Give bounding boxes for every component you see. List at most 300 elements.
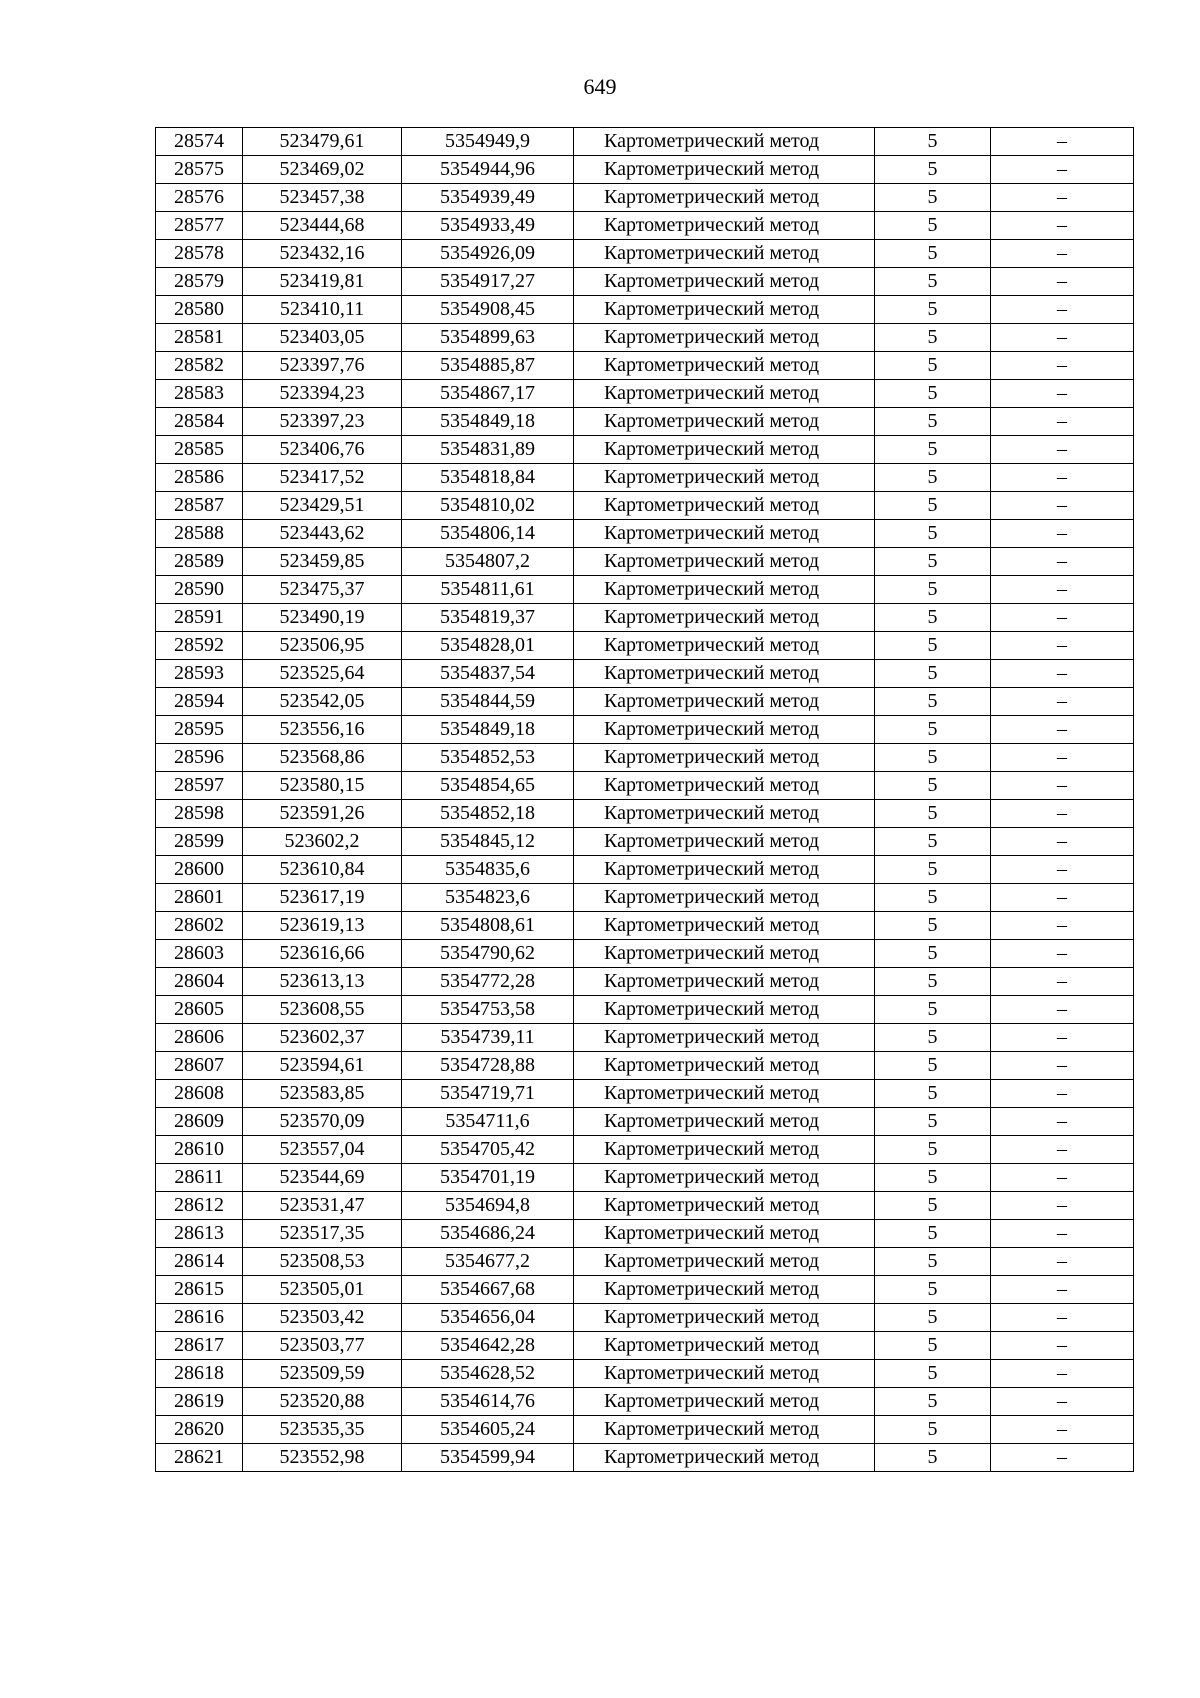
note-cell: – bbox=[991, 688, 1134, 716]
note-cell: – bbox=[991, 548, 1134, 576]
method-cell: Картометрический метод bbox=[574, 324, 875, 352]
note-cell: – bbox=[991, 492, 1134, 520]
accuracy-cell: 5 bbox=[875, 1304, 991, 1332]
note-cell: – bbox=[991, 1052, 1134, 1080]
note-cell: – bbox=[991, 996, 1134, 1024]
table-row bbox=[156, 940, 1134, 968]
x-coordinate-cell: 523617,19 bbox=[243, 884, 402, 912]
method-cell: Картометрический метод bbox=[574, 632, 875, 660]
accuracy-cell: 5 bbox=[875, 1248, 991, 1276]
method-cell: Картометрический метод bbox=[574, 1248, 875, 1276]
accuracy-cell: 5 bbox=[875, 576, 991, 604]
method-cell: Картометрический метод bbox=[574, 1276, 875, 1304]
method-cell: Картометрический метод bbox=[574, 212, 875, 240]
accuracy-cell: 5 bbox=[875, 828, 991, 856]
x-coordinate-cell: 523397,23 bbox=[243, 408, 402, 436]
x-coordinate-cell: 523610,84 bbox=[243, 856, 402, 884]
y-coordinate-cell: 5354949,9 bbox=[402, 128, 574, 156]
method-cell: Картометрический метод bbox=[574, 744, 875, 772]
note-cell: – bbox=[991, 1136, 1134, 1164]
y-coordinate-cell: 5354642,28 bbox=[402, 1332, 574, 1360]
accuracy-cell: 5 bbox=[875, 1220, 991, 1248]
method-cell: Картометрический метод bbox=[574, 352, 875, 380]
note-cell: – bbox=[991, 1416, 1134, 1444]
point-number-cell: 28574 bbox=[156, 128, 243, 156]
y-coordinate-cell: 5354933,49 bbox=[402, 212, 574, 240]
y-coordinate-cell: 5354845,12 bbox=[402, 828, 574, 856]
y-coordinate-cell: 5354852,53 bbox=[402, 744, 574, 772]
method-cell: Картометрический метод bbox=[574, 884, 875, 912]
table-row bbox=[156, 1332, 1134, 1360]
accuracy-cell: 5 bbox=[875, 128, 991, 156]
table-row bbox=[156, 436, 1134, 464]
table-row bbox=[156, 1136, 1134, 1164]
note-cell: – bbox=[991, 1192, 1134, 1220]
note-cell: – bbox=[991, 268, 1134, 296]
method-cell: Картометрический метод bbox=[574, 716, 875, 744]
x-coordinate-cell: 523542,05 bbox=[243, 688, 402, 716]
y-coordinate-cell: 5354614,76 bbox=[402, 1388, 574, 1416]
method-cell: Картометрический метод bbox=[574, 1192, 875, 1220]
table-row bbox=[156, 1220, 1134, 1248]
table-row bbox=[156, 352, 1134, 380]
accuracy-cell: 5 bbox=[875, 884, 991, 912]
method-cell: Картометрический метод bbox=[574, 380, 875, 408]
table-row bbox=[156, 1192, 1134, 1220]
table-row bbox=[156, 156, 1134, 184]
point-number-cell: 28610 bbox=[156, 1136, 243, 1164]
accuracy-cell: 5 bbox=[875, 1444, 991, 1472]
method-cell: Картометрический метод bbox=[574, 1108, 875, 1136]
y-coordinate-cell: 5354819,37 bbox=[402, 604, 574, 632]
accuracy-cell: 5 bbox=[875, 1108, 991, 1136]
point-number-cell: 28618 bbox=[156, 1360, 243, 1388]
x-coordinate-cell: 523535,35 bbox=[243, 1416, 402, 1444]
method-cell: Картометрический метод bbox=[574, 268, 875, 296]
note-cell: – bbox=[991, 884, 1134, 912]
accuracy-cell: 5 bbox=[875, 464, 991, 492]
method-cell: Картометрический метод bbox=[574, 1444, 875, 1472]
table-row bbox=[156, 128, 1134, 156]
point-number-cell: 28600 bbox=[156, 856, 243, 884]
point-number-cell: 28582 bbox=[156, 352, 243, 380]
table-row bbox=[156, 1388, 1134, 1416]
method-cell: Картометрический метод bbox=[574, 1080, 875, 1108]
y-coordinate-cell: 5354628,52 bbox=[402, 1360, 574, 1388]
x-coordinate-cell: 523394,23 bbox=[243, 380, 402, 408]
table-row bbox=[156, 1360, 1134, 1388]
table-row bbox=[156, 520, 1134, 548]
point-number-cell: 28621 bbox=[156, 1444, 243, 1472]
x-coordinate-cell: 523406,76 bbox=[243, 436, 402, 464]
x-coordinate-cell: 523602,2 bbox=[243, 828, 402, 856]
x-coordinate-cell: 523568,86 bbox=[243, 744, 402, 772]
x-coordinate-cell: 523503,42 bbox=[243, 1304, 402, 1332]
table-row bbox=[156, 1444, 1134, 1472]
point-number-cell: 28595 bbox=[156, 716, 243, 744]
y-coordinate-cell: 5354667,68 bbox=[402, 1276, 574, 1304]
note-cell: – bbox=[991, 128, 1134, 156]
note-cell: – bbox=[991, 212, 1134, 240]
y-coordinate-cell: 5354807,2 bbox=[402, 548, 574, 576]
table-row bbox=[156, 548, 1134, 576]
point-number-cell: 28598 bbox=[156, 800, 243, 828]
method-cell: Картометрический метод bbox=[574, 492, 875, 520]
table-row bbox=[156, 716, 1134, 744]
table-row bbox=[156, 1108, 1134, 1136]
accuracy-cell: 5 bbox=[875, 1136, 991, 1164]
accuracy-cell: 5 bbox=[875, 716, 991, 744]
accuracy-cell: 5 bbox=[875, 324, 991, 352]
point-number-cell: 28576 bbox=[156, 184, 243, 212]
point-number-cell: 28593 bbox=[156, 660, 243, 688]
x-coordinate-cell: 523556,16 bbox=[243, 716, 402, 744]
accuracy-cell: 5 bbox=[875, 912, 991, 940]
method-cell: Картометрический метод bbox=[574, 128, 875, 156]
point-number-cell: 28619 bbox=[156, 1388, 243, 1416]
method-cell: Картометрический метод bbox=[574, 688, 875, 716]
accuracy-cell: 5 bbox=[875, 1192, 991, 1220]
table-row bbox=[156, 996, 1134, 1024]
x-coordinate-cell: 523503,77 bbox=[243, 1332, 402, 1360]
accuracy-cell: 5 bbox=[875, 800, 991, 828]
x-coordinate-cell: 523570,09 bbox=[243, 1108, 402, 1136]
accuracy-cell: 5 bbox=[875, 408, 991, 436]
point-number-cell: 28577 bbox=[156, 212, 243, 240]
point-number-cell: 28590 bbox=[156, 576, 243, 604]
table-row bbox=[156, 884, 1134, 912]
note-cell: – bbox=[991, 408, 1134, 436]
x-coordinate-cell: 523469,02 bbox=[243, 156, 402, 184]
note-cell: – bbox=[991, 576, 1134, 604]
point-number-cell: 28612 bbox=[156, 1192, 243, 1220]
accuracy-cell: 5 bbox=[875, 996, 991, 1024]
y-coordinate-cell: 5354939,49 bbox=[402, 184, 574, 212]
note-cell: – bbox=[991, 744, 1134, 772]
note-cell: – bbox=[991, 380, 1134, 408]
coordinates-table bbox=[155, 127, 1134, 1472]
point-number-cell: 28604 bbox=[156, 968, 243, 996]
point-number-cell: 28608 bbox=[156, 1080, 243, 1108]
x-coordinate-cell: 523432,16 bbox=[243, 240, 402, 268]
table-row bbox=[156, 660, 1134, 688]
y-coordinate-cell: 5354885,87 bbox=[402, 352, 574, 380]
y-coordinate-cell: 5354944,96 bbox=[402, 156, 574, 184]
note-cell: – bbox=[991, 1388, 1134, 1416]
method-cell: Картометрический метод bbox=[574, 240, 875, 268]
x-coordinate-cell: 523594,61 bbox=[243, 1052, 402, 1080]
accuracy-cell: 5 bbox=[875, 380, 991, 408]
point-number-cell: 28611 bbox=[156, 1164, 243, 1192]
table-row bbox=[156, 184, 1134, 212]
note-cell: – bbox=[991, 604, 1134, 632]
note-cell: – bbox=[991, 828, 1134, 856]
x-coordinate-cell: 523475,37 bbox=[243, 576, 402, 604]
accuracy-cell: 5 bbox=[875, 520, 991, 548]
x-coordinate-cell: 523508,53 bbox=[243, 1248, 402, 1276]
point-number-cell: 28617 bbox=[156, 1332, 243, 1360]
table-row bbox=[156, 1416, 1134, 1444]
accuracy-cell: 5 bbox=[875, 1080, 991, 1108]
y-coordinate-cell: 5354686,24 bbox=[402, 1220, 574, 1248]
point-number-cell: 28583 bbox=[156, 380, 243, 408]
method-cell: Картометрический метод bbox=[574, 604, 875, 632]
method-cell: Картометрический метод bbox=[574, 772, 875, 800]
y-coordinate-cell: 5354719,71 bbox=[402, 1080, 574, 1108]
x-coordinate-cell: 523619,13 bbox=[243, 912, 402, 940]
x-coordinate-cell: 523509,59 bbox=[243, 1360, 402, 1388]
method-cell: Картометрический метод bbox=[574, 940, 875, 968]
point-number-cell: 28605 bbox=[156, 996, 243, 1024]
point-number-cell: 28615 bbox=[156, 1276, 243, 1304]
note-cell: – bbox=[991, 940, 1134, 968]
accuracy-cell: 5 bbox=[875, 1360, 991, 1388]
x-coordinate-cell: 523490,19 bbox=[243, 604, 402, 632]
note-cell: – bbox=[991, 184, 1134, 212]
point-number-cell: 28584 bbox=[156, 408, 243, 436]
table-row bbox=[156, 1304, 1134, 1332]
x-coordinate-cell: 523479,61 bbox=[243, 128, 402, 156]
note-cell: – bbox=[991, 436, 1134, 464]
table-row bbox=[156, 1080, 1134, 1108]
accuracy-cell: 5 bbox=[875, 1332, 991, 1360]
accuracy-cell: 5 bbox=[875, 940, 991, 968]
y-coordinate-cell: 5354852,18 bbox=[402, 800, 574, 828]
point-number-cell: 28620 bbox=[156, 1416, 243, 1444]
accuracy-cell: 5 bbox=[875, 1276, 991, 1304]
point-number-cell: 28607 bbox=[156, 1052, 243, 1080]
point-number-cell: 28589 bbox=[156, 548, 243, 576]
x-coordinate-cell: 523517,35 bbox=[243, 1220, 402, 1248]
x-coordinate-cell: 523417,52 bbox=[243, 464, 402, 492]
y-coordinate-cell: 5354711,6 bbox=[402, 1108, 574, 1136]
table-row bbox=[156, 772, 1134, 800]
x-coordinate-cell: 523397,76 bbox=[243, 352, 402, 380]
accuracy-cell: 5 bbox=[875, 1416, 991, 1444]
table-row bbox=[156, 1248, 1134, 1276]
method-cell: Картометрический метод bbox=[574, 520, 875, 548]
accuracy-cell: 5 bbox=[875, 688, 991, 716]
y-coordinate-cell: 5354808,61 bbox=[402, 912, 574, 940]
note-cell: – bbox=[991, 1108, 1134, 1136]
x-coordinate-cell: 523616,66 bbox=[243, 940, 402, 968]
y-coordinate-cell: 5354899,63 bbox=[402, 324, 574, 352]
method-cell: Картометрический метод bbox=[574, 1304, 875, 1332]
note-cell: – bbox=[991, 464, 1134, 492]
table-row bbox=[156, 324, 1134, 352]
y-coordinate-cell: 5354605,24 bbox=[402, 1416, 574, 1444]
note-cell: – bbox=[991, 1304, 1134, 1332]
y-coordinate-cell: 5354810,02 bbox=[402, 492, 574, 520]
point-number-cell: 28579 bbox=[156, 268, 243, 296]
note-cell: – bbox=[991, 324, 1134, 352]
point-number-cell: 28592 bbox=[156, 632, 243, 660]
y-coordinate-cell: 5354867,17 bbox=[402, 380, 574, 408]
point-number-cell: 28585 bbox=[156, 436, 243, 464]
table-row bbox=[156, 380, 1134, 408]
x-coordinate-cell: 523410,11 bbox=[243, 296, 402, 324]
y-coordinate-cell: 5354599,94 bbox=[402, 1444, 574, 1472]
accuracy-cell: 5 bbox=[875, 856, 991, 884]
table-row bbox=[156, 464, 1134, 492]
y-coordinate-cell: 5354917,27 bbox=[402, 268, 574, 296]
x-coordinate-cell: 523544,69 bbox=[243, 1164, 402, 1192]
table-row bbox=[156, 856, 1134, 884]
method-cell: Картометрический метод bbox=[574, 436, 875, 464]
y-coordinate-cell: 5354926,09 bbox=[402, 240, 574, 268]
method-cell: Картометрический метод bbox=[574, 968, 875, 996]
point-number-cell: 28591 bbox=[156, 604, 243, 632]
point-number-cell: 28599 bbox=[156, 828, 243, 856]
point-number-cell: 28602 bbox=[156, 912, 243, 940]
table-row bbox=[156, 408, 1134, 436]
accuracy-cell: 5 bbox=[875, 240, 991, 268]
table-row bbox=[156, 240, 1134, 268]
accuracy-cell: 5 bbox=[875, 744, 991, 772]
x-coordinate-cell: 523580,15 bbox=[243, 772, 402, 800]
method-cell: Картометрический метод bbox=[574, 828, 875, 856]
x-coordinate-cell: 523520,88 bbox=[243, 1388, 402, 1416]
accuracy-cell: 5 bbox=[875, 268, 991, 296]
y-coordinate-cell: 5354837,54 bbox=[402, 660, 574, 688]
table-row bbox=[156, 576, 1134, 604]
y-coordinate-cell: 5354694,8 bbox=[402, 1192, 574, 1220]
note-cell: – bbox=[991, 1080, 1134, 1108]
y-coordinate-cell: 5354831,89 bbox=[402, 436, 574, 464]
note-cell: – bbox=[991, 1164, 1134, 1192]
note-cell: – bbox=[991, 968, 1134, 996]
note-cell: – bbox=[991, 1024, 1134, 1052]
method-cell: Картометрический метод bbox=[574, 1388, 875, 1416]
note-cell: – bbox=[991, 1360, 1134, 1388]
table-row bbox=[156, 604, 1134, 632]
note-cell: – bbox=[991, 296, 1134, 324]
y-coordinate-cell: 5354811,61 bbox=[402, 576, 574, 604]
point-number-cell: 28586 bbox=[156, 464, 243, 492]
table-row bbox=[156, 744, 1134, 772]
table-row bbox=[156, 212, 1134, 240]
note-cell: – bbox=[991, 716, 1134, 744]
accuracy-cell: 5 bbox=[875, 1052, 991, 1080]
accuracy-cell: 5 bbox=[875, 604, 991, 632]
method-cell: Картометрический метод bbox=[574, 1052, 875, 1080]
method-cell: Картометрический метод bbox=[574, 408, 875, 436]
method-cell: Картометрический метод bbox=[574, 156, 875, 184]
point-number-cell: 28603 bbox=[156, 940, 243, 968]
y-coordinate-cell: 5354818,84 bbox=[402, 464, 574, 492]
y-coordinate-cell: 5354828,01 bbox=[402, 632, 574, 660]
accuracy-cell: 5 bbox=[875, 772, 991, 800]
point-number-cell: 28578 bbox=[156, 240, 243, 268]
x-coordinate-cell: 523506,95 bbox=[243, 632, 402, 660]
table-row bbox=[156, 828, 1134, 856]
point-number-cell: 28609 bbox=[156, 1108, 243, 1136]
method-cell: Картометрический метод bbox=[574, 184, 875, 212]
x-coordinate-cell: 523613,13 bbox=[243, 968, 402, 996]
point-number-cell: 28601 bbox=[156, 884, 243, 912]
note-cell: – bbox=[991, 772, 1134, 800]
x-coordinate-cell: 523602,37 bbox=[243, 1024, 402, 1052]
point-number-cell: 28587 bbox=[156, 492, 243, 520]
y-coordinate-cell: 5354790,62 bbox=[402, 940, 574, 968]
method-cell: Картометрический метод bbox=[574, 464, 875, 492]
accuracy-cell: 5 bbox=[875, 212, 991, 240]
method-cell: Картометрический метод bbox=[574, 548, 875, 576]
accuracy-cell: 5 bbox=[875, 632, 991, 660]
y-coordinate-cell: 5354753,58 bbox=[402, 996, 574, 1024]
x-coordinate-cell: 523429,51 bbox=[243, 492, 402, 520]
y-coordinate-cell: 5354739,11 bbox=[402, 1024, 574, 1052]
note-cell: – bbox=[991, 856, 1134, 884]
method-cell: Картометрический метод bbox=[574, 856, 875, 884]
x-coordinate-cell: 523459,85 bbox=[243, 548, 402, 576]
table-row bbox=[156, 912, 1134, 940]
x-coordinate-cell: 523443,62 bbox=[243, 520, 402, 548]
y-coordinate-cell: 5354772,28 bbox=[402, 968, 574, 996]
accuracy-cell: 5 bbox=[875, 1024, 991, 1052]
method-cell: Картометрический метод bbox=[574, 1332, 875, 1360]
note-cell: – bbox=[991, 660, 1134, 688]
y-coordinate-cell: 5354656,04 bbox=[402, 1304, 574, 1332]
y-coordinate-cell: 5354701,19 bbox=[402, 1164, 574, 1192]
y-coordinate-cell: 5354823,6 bbox=[402, 884, 574, 912]
method-cell: Картометрический метод bbox=[574, 1164, 875, 1192]
x-coordinate-cell: 523419,81 bbox=[243, 268, 402, 296]
x-coordinate-cell: 523505,01 bbox=[243, 1276, 402, 1304]
accuracy-cell: 5 bbox=[875, 1164, 991, 1192]
y-coordinate-cell: 5354835,6 bbox=[402, 856, 574, 884]
method-cell: Картометрический метод bbox=[574, 1136, 875, 1164]
accuracy-cell: 5 bbox=[875, 548, 991, 576]
note-cell: – bbox=[991, 1220, 1134, 1248]
point-number-cell: 28596 bbox=[156, 744, 243, 772]
note-cell: – bbox=[991, 156, 1134, 184]
y-coordinate-cell: 5354849,18 bbox=[402, 408, 574, 436]
note-cell: – bbox=[991, 632, 1134, 660]
table-row bbox=[156, 800, 1134, 828]
table-row bbox=[156, 632, 1134, 660]
note-cell: – bbox=[991, 1332, 1134, 1360]
point-number-cell: 28597 bbox=[156, 772, 243, 800]
point-number-cell: 28580 bbox=[156, 296, 243, 324]
accuracy-cell: 5 bbox=[875, 184, 991, 212]
method-cell: Картометрический метод bbox=[574, 800, 875, 828]
point-number-cell: 28606 bbox=[156, 1024, 243, 1052]
coordinates-table-body bbox=[156, 128, 1134, 1472]
note-cell: – bbox=[991, 520, 1134, 548]
table-row bbox=[156, 1024, 1134, 1052]
note-cell: – bbox=[991, 800, 1134, 828]
x-coordinate-cell: 523608,55 bbox=[243, 996, 402, 1024]
method-cell: Картометрический метод bbox=[574, 912, 875, 940]
point-number-cell: 28594 bbox=[156, 688, 243, 716]
method-cell: Картометрический метод bbox=[574, 1416, 875, 1444]
x-coordinate-cell: 523557,04 bbox=[243, 1136, 402, 1164]
method-cell: Картометрический метод bbox=[574, 576, 875, 604]
y-coordinate-cell: 5354677,2 bbox=[402, 1248, 574, 1276]
accuracy-cell: 5 bbox=[875, 660, 991, 688]
method-cell: Картометрический метод bbox=[574, 1360, 875, 1388]
accuracy-cell: 5 bbox=[875, 968, 991, 996]
method-cell: Картометрический метод bbox=[574, 1220, 875, 1248]
note-cell: – bbox=[991, 352, 1134, 380]
x-coordinate-cell: 523403,05 bbox=[243, 324, 402, 352]
x-coordinate-cell: 523444,68 bbox=[243, 212, 402, 240]
point-number-cell: 28613 bbox=[156, 1220, 243, 1248]
table-row bbox=[156, 296, 1134, 324]
x-coordinate-cell: 523552,98 bbox=[243, 1444, 402, 1472]
y-coordinate-cell: 5354844,59 bbox=[402, 688, 574, 716]
